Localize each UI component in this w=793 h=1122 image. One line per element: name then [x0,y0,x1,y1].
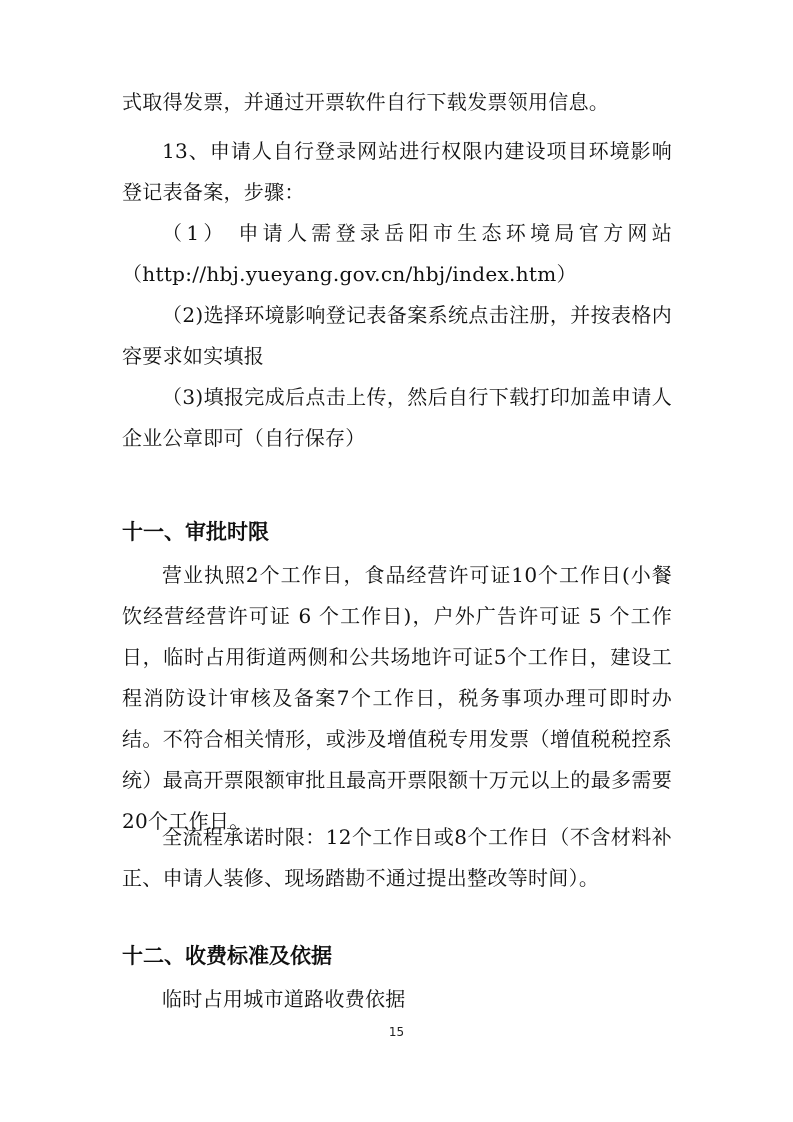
paragraph-road-occupation-fee: 临时占用城市道路收费依据 [162,987,406,1011]
paragraph-invoice-continuation: 式取得发票，并通过开票软件自行下载发票领用信息。 [122,90,610,114]
section-heading-fee-standard: 十二、收费标准及依据 [122,944,332,968]
section-heading-approval-time-limit: 十一、审批时限 [122,520,269,544]
paragraph-substep-3: （3)填报完成后点击上传，然后自行下载打印加盖申请人企业公章即可（自行保存） [122,385,672,450]
paragraph-approval-days: 营业执照2个工作日，食品经营许可证10个工作日(小餐饮经营经营许可证 6 个工作日)，户外广告许可证 5 个工作日，临时占用街道两侧和公共场地许可证5个工作日，建设工程消防设计审核及备案7个工作日，税务事项办理可即时办结。不符合相关情形，或涉及增值税专用发票（增值税税控系统）最高开票限额审批且最高开票限额十万元以上的最多需要20个工作日。 [122,563,672,833]
paragraph-step-13: 13、申请人自行登录网站进行权限内建设项目环境影响登记表备案，步骤： [122,139,672,204]
paragraph-full-process-commitment: 全流程承诺时限：12个工作日或8个工作日（不含材料补正、申请人装修、现场踏勘不通过提出整改等时间）。 [122,825,672,890]
paragraph-substep-1: （1） 申请人需登录岳阳市生态环境局官方网站（http://hbj.yueyang.gov.cn/hbj/index.htm） [122,221,672,286]
page-number: 15 [388,1025,405,1039]
paragraph-substep-2: （2)选择环境影响登记表备案系统点击注册，并按表格内容要求如实填报 [122,303,672,368]
